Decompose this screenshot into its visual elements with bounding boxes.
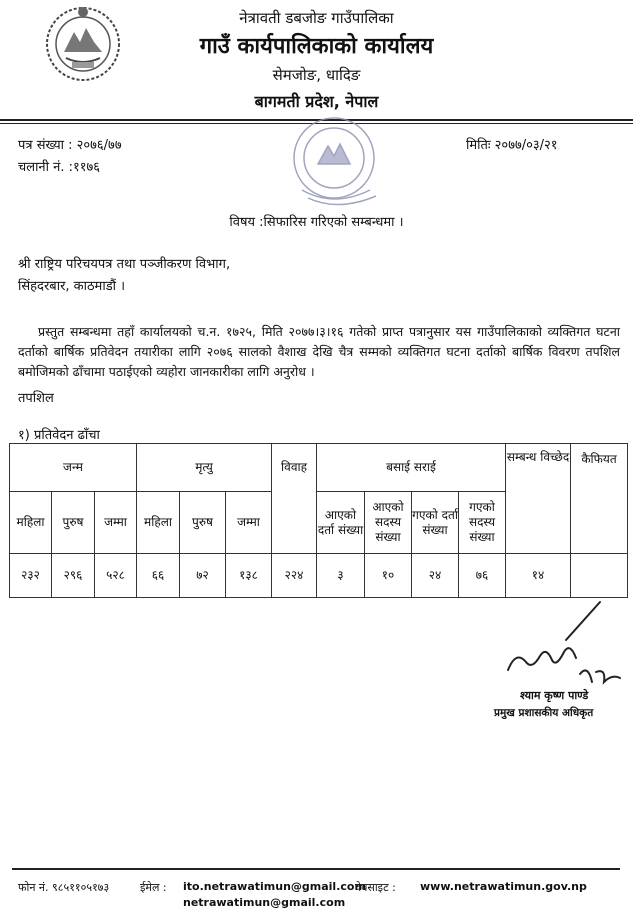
- letter-subject: विषय :सिफारिस गरिएको सम्बन्धमा ।: [229, 215, 404, 230]
- migration-subheader-cell: गएको सदस्य संख्या: [459, 492, 506, 554]
- letter-body: प्रस्तुत सम्बन्धमा तहाँ कार्यालयको च.न. १७२५, मिति २०७७।३।१६ गतेको प्राप्त पत्रानुसार यस गाउँपालिकाको व्यक्तिगत घटना दर्ताको बार्षिक प्रतिवेदन तयारीका लागि २०७६ सालको वैशाख देखि चैत्र सम्मको व्यक्तिगत घटना दर्ताको बार्षिक विवरण तपशिल बमोजिमको ढाँचामा पठाईएको व्यहोरा जानकारीका लागि अनुरोध ।: [18, 324, 620, 379]
- migration-subheader-cell: आएको दर्ता संख्या: [317, 492, 365, 554]
- office-stamp-icon: [282, 112, 390, 208]
- footer-website-label: वेबसाइट :: [355, 881, 396, 894]
- office-name: गाउँ कार्यपालिकाको कार्यालय: [199, 34, 434, 59]
- signatory-title: प्रमुख प्रशासकीय अधिकृत: [494, 707, 594, 719]
- office-place: सेमजोङ, धादिङ: [272, 66, 361, 84]
- header-birth: जन्म: [10, 444, 137, 492]
- value-cell: २४: [412, 554, 459, 598]
- dispatch-number: चलानी नं. :११७६: [18, 160, 101, 175]
- value-cell: २२४: [272, 554, 317, 598]
- migration-subheader-cell: आएको सदस्य संख्या: [365, 492, 412, 554]
- details-heading: तपशिल: [18, 391, 54, 406]
- table-group-header-row: [10, 444, 628, 492]
- value-cell: ७६: [459, 554, 506, 598]
- value-cell: २९६: [52, 554, 95, 598]
- footer-email-primary[interactable]: ito.netrawatimun@gmail.com: [183, 880, 366, 893]
- province-country: बागमती प्रदेश, नेपाल: [254, 92, 379, 111]
- footer-phone: फोन नं. ९८५११०५१७३: [18, 881, 110, 894]
- table-row: [10, 554, 628, 598]
- value-cell: ५२८: [95, 554, 137, 598]
- header-death: मृत्यु: [137, 444, 272, 492]
- value-cell: १४: [506, 554, 571, 598]
- letter-number: पत्र संख्या : २०७६/७७: [18, 138, 122, 153]
- value-cell: ७२: [180, 554, 226, 598]
- value-cell: १३८: [226, 554, 272, 598]
- report-table: [9, 443, 628, 598]
- recipient-line1: श्री राष्ट्रिय परिचयपत्र तथा पञ्जीकरण विभाग,: [18, 257, 231, 272]
- header-remarks: कैफियत: [571, 444, 628, 554]
- subheader-cell: महिला: [10, 492, 52, 554]
- value-cell: १०: [365, 554, 412, 598]
- header-divorce: सम्बन्ध विच्छेद: [506, 444, 571, 554]
- municipality-name: नेत्रावती डबजोङ गाउँपालिका: [239, 9, 394, 27]
- signatory-name: श्याम कृष्ण पाण्डे: [520, 689, 589, 702]
- subheader-cell: जम्मा: [226, 492, 272, 554]
- value-cell: [571, 554, 628, 598]
- subheader-cell: महिला: [137, 492, 180, 554]
- migration-subheader-cell: गएको दर्ता संख्या: [412, 492, 459, 554]
- footer-divider: [12, 868, 620, 870]
- footer-website[interactable]: www.netrawatimun.gov.np: [420, 880, 587, 893]
- report-table-title: १) प्रतिवेदन ढाँचा: [18, 428, 100, 443]
- value-cell: २३२: [10, 554, 52, 598]
- header-migration: बसाई सराई: [317, 444, 506, 492]
- subheader-cell: पुरुष: [52, 492, 95, 554]
- footer-email-secondary[interactable]: netrawatimun@gmail.com: [183, 896, 346, 909]
- value-cell: ६६: [137, 554, 180, 598]
- header-marriage: विवाह: [272, 444, 317, 554]
- footer-email-label: ईमेल :: [140, 881, 167, 894]
- letter-date: मितिः २०७७/०३/२१: [466, 138, 558, 153]
- recipient-line2: सिंहदरबार, काठमाडौं ।: [18, 279, 126, 294]
- subheader-cell: पुरुष: [180, 492, 226, 554]
- value-cell: ३: [317, 554, 365, 598]
- subheader-cell: जम्मा: [95, 492, 137, 554]
